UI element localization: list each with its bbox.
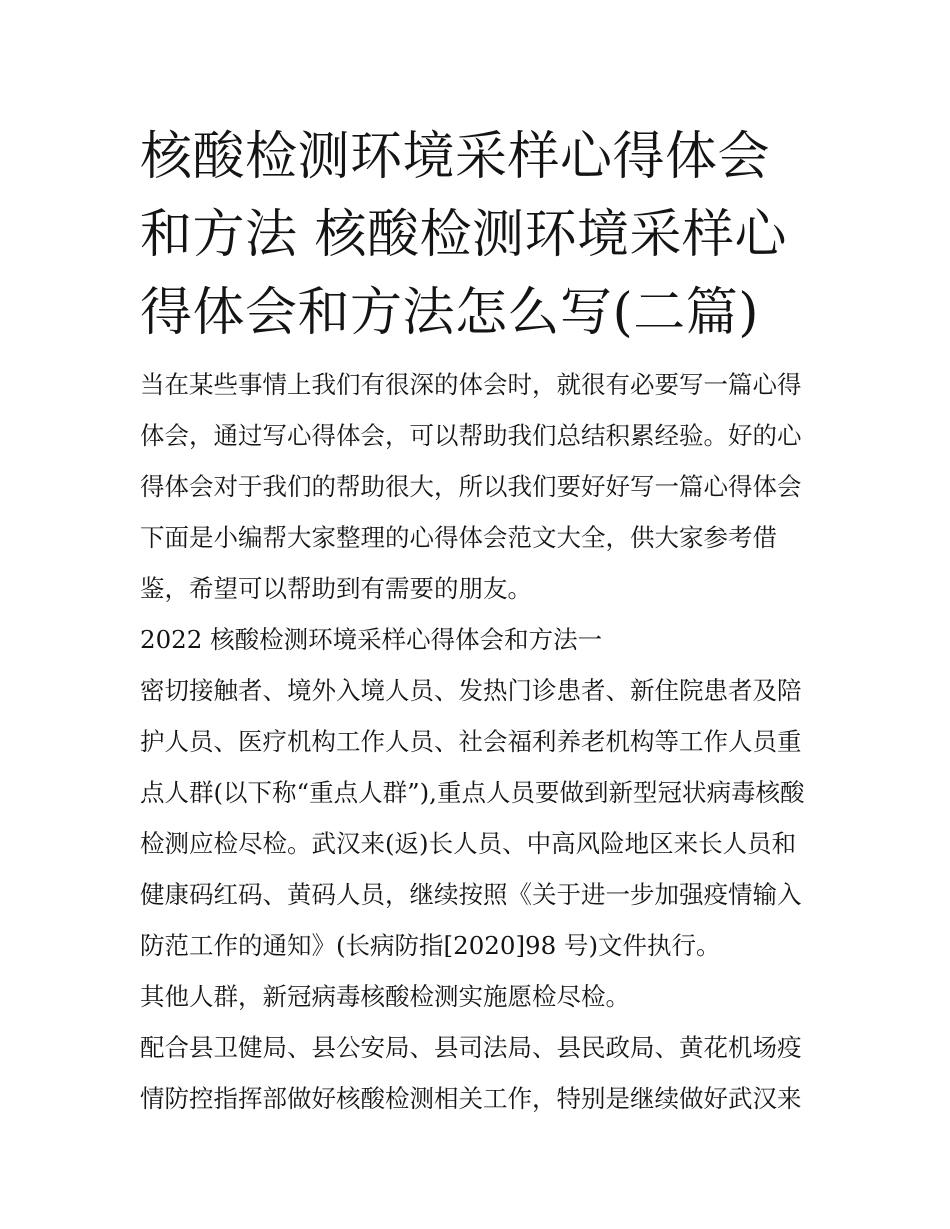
document-title: 核酸检测环境采样心得体会和方法 核酸检测环境采样心得体会和方法怎么写(二篇) xyxy=(140,127,788,343)
section-heading: 2022 核酸检测环境采样心得体会和方法一 xyxy=(140,625,603,654)
document-body xyxy=(140,359,812,1124)
paragraph-other-groups: 其他人群，新冠病毒核酸检测实施愿检尽检。 xyxy=(140,982,630,1011)
paragraph-intro: 当在某些事情上我们有很深的体会时，就很有必要写一篇心得体会，通过写心得体会，可以帮助我们总结积累经验。好的心得体会对于我们的帮助很大，所以我们要好好写一篇心得体会下面是小编帮大家整理的心得体会范文大全，供大家参考借鉴，希望可以帮助到有需要的朋友。 xyxy=(140,370,802,603)
paragraph-key-groups: 密切接触者、境外入境人员、发热门诊患者、新住院患者及陪护人员、医疗机构工作人员、社会福利养老机构等工作人员重点人群(以下称“重点人群”),重点人员要做到新型冠状病毒核酸检测应检尽检。武汉来(返)长人员、中高风险地区来长人员和健康码红码、黄码人员，继续按照《关于进一步加强疫情输入防范工作的通知》(长病防指[2020]98 号)文件执行。 xyxy=(140,676,805,960)
paragraph-cooperation: 配合县卫健局、县公安局、县司法局、县民政局、黄花机场疫情防控指挥部做好核酸检测相关工作，特别是继续做好武汉来 xyxy=(140,1033,802,1113)
